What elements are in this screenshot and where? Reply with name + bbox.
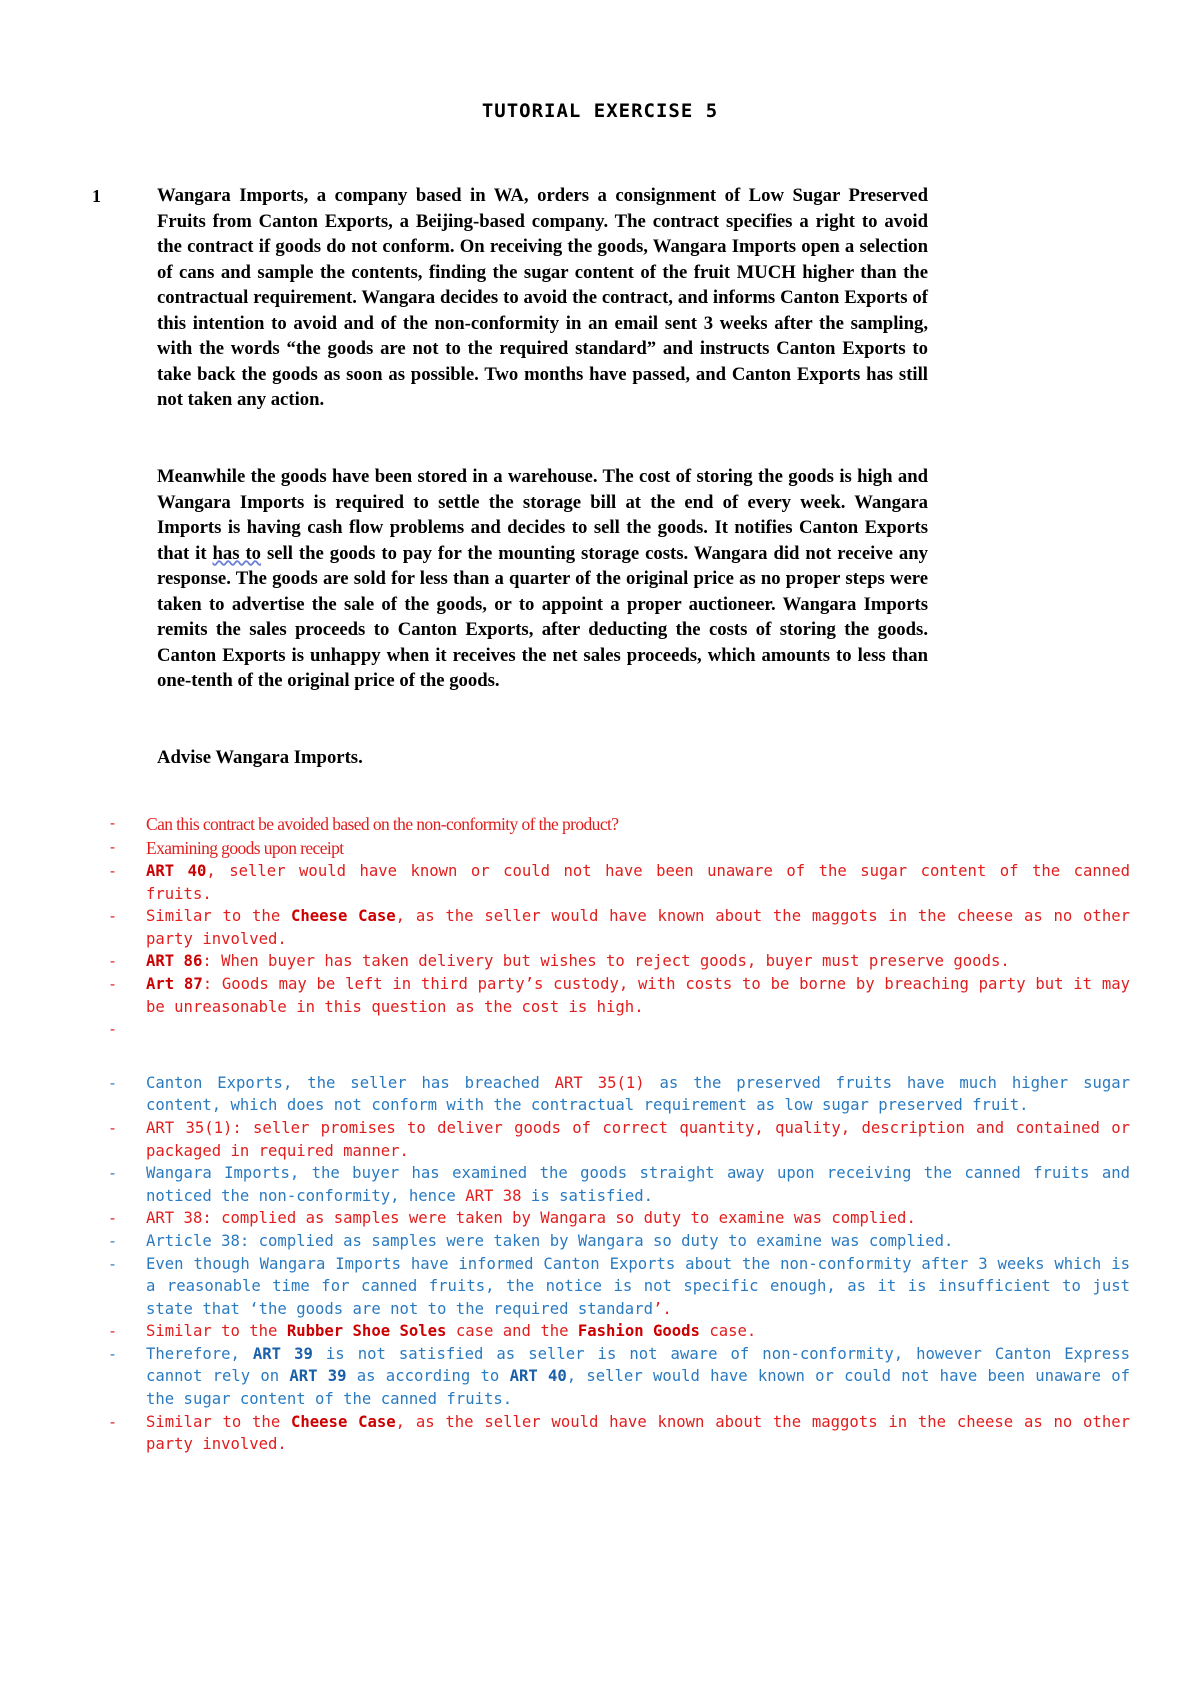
bullet-dash: - (108, 1254, 118, 1273)
question-paragraph-2 (157, 464, 928, 694)
answer-notes-list (100, 812, 1130, 1456)
list-item-empty (100, 1018, 1130, 1041)
list-item (100, 1230, 1130, 1253)
list-item (100, 1162, 1130, 1207)
note-text-end: ’. (652, 1299, 672, 1318)
note-text: , as the seller would have known about the maggots in the cheese as no other party involved. (146, 907, 1130, 948)
note-text: ART 35(1): seller promises to deliver goods of correct quantity, quality, description and contained or packaged in required manner. (146, 1118, 1130, 1160)
article-reference: ART 86 (146, 952, 203, 971)
note-text: Similar to the (146, 1322, 287, 1341)
list-item (100, 905, 1130, 950)
list-item (100, 836, 1130, 860)
bullet-dash: - (108, 862, 118, 880)
page-title: TUTORIAL EXERCISE 5 (481, 100, 719, 122)
list-item (100, 1411, 1130, 1456)
list-item (100, 1117, 1130, 1162)
question-number: 1 (92, 186, 101, 206)
question-paragraph-2-part-b: sell the goods to pay for the mounting storage costs. Wangara did not receive any response. The goods are sold for less than a quarter of the original price as no proper steps were taken to advertise the sale of the goods, or to appoint a proper auctioneer. Wangara Imports remits the sales proceeds to Canton Exports, after deducting the costs of storing the goods. Canton Exports is unhappy when it receives the net sales proceeds, which amounts to less than one-tenth of the original price of the goods. (157, 542, 928, 691)
bullet-dash: - (108, 814, 117, 832)
note-text: Canton Exports, the seller has breached (146, 1073, 555, 1092)
article-reference: ART 39 (252, 1344, 313, 1363)
list-item (100, 860, 1130, 905)
note-text: is satisfied. (521, 1186, 653, 1205)
bullet-dash: - (108, 1164, 118, 1183)
question-paragraph-1: Wangara Imports, a company based in WA, orders a consignment of Low Sugar Preserved Fruits from Canton Exports, a Beijing-based company. The contract specifies a right to avoid the contract if goods do not conform. On receiving the goods, Wangara Imports open a selection of cans and sample the contents, finding the sugar content of the fruit MUCH higher than the contractual requirement. Wangara decides to avoid the contract, and informs Canton Exports of this intention to avoid and of the non-conformity in an email sent 3 weeks after the sampling, with the words “the goods are not to the required standard” and instructs Canton Exports to take back the goods as soon as possible. Two months have passed, and Canton Exports has still not taken any action. (157, 185, 928, 410)
note-text: Similar to the (146, 1412, 291, 1431)
note-text: Therefore, (146, 1344, 253, 1363)
note-text: as according to (346, 1367, 510, 1386)
list-item (100, 1207, 1130, 1230)
bullet-dash: - (108, 1412, 118, 1431)
article-reference: ART 40 (509, 1367, 567, 1386)
note-text: , seller would have known or could not have been unaware of the sugar content of the canned fruits. (146, 1367, 1130, 1409)
bullet-dash: - (108, 907, 118, 926)
note-text: Can this contract be avoided based on the non-conformity of the product? (146, 814, 619, 834)
note-text: ART 38: complied as samples were taken by Wangara so duty to examine was complied. (146, 1209, 916, 1228)
list-item (100, 973, 1130, 1018)
article-reference: ART 40 (146, 862, 207, 880)
case-reference: Cheese Case (291, 1412, 396, 1431)
list-item (100, 1320, 1130, 1343)
note-text: : Goods may be left in third party’s custody, with costs to be borne by breaching party but it may be unreasonable in this question as the cost is high. (146, 974, 1130, 1016)
list-item (100, 1253, 1130, 1321)
note-text: is not satisfied as seller is not aware of non-conformity, however Canton Express cannot rely on (146, 1344, 1130, 1386)
note-text: as the preserved fruits have much higher sugar content, which does not conform with the contractual requirement as low sugar preserved fruit. (146, 1073, 1131, 1115)
note-text: Even though Wangara Imports have informed Canton Exports about the non-conformity after 3 weeks which is a reasonable time for canned fruits, the notice is not specific enough, as it is insufficient to just state that ‘the goods are not to the required standard (146, 1254, 1130, 1318)
bullet-dash: - (108, 1209, 118, 1228)
note-text: , seller would have known or could not have been unaware of the sugar content of the canned fruits. (146, 862, 1130, 903)
bullet-dash: - (108, 1020, 118, 1039)
note-text: Wangara Imports, the buyer has examined the goods straight away upon receiving the canned fruits and noticed the non-conformity, hence (146, 1164, 1130, 1205)
list-item (100, 950, 1130, 973)
question-paragraph-2-part-a: Meanwhile the goods have been stored in a warehouse. The cost of storing the goods is high and Wangara Imports is required to settle the storage bill at the end of every week. Wangara Imports is having cash flow problems and decides to sell the goods. It notifies Canton Exports that it (157, 466, 928, 564)
bullet-dash: - (108, 1231, 118, 1250)
grammar-marked-text: has to (212, 542, 262, 564)
note-text: case and the (446, 1322, 578, 1341)
paragraph-gap (100, 1041, 1130, 1072)
case-reference: Rubber Shoe Soles (286, 1322, 447, 1341)
bullet-dash: - (108, 974, 118, 993)
article-reference: ART 38 (465, 1186, 522, 1205)
bullet-dash: - (108, 1344, 118, 1363)
list-item (100, 1072, 1130, 1117)
note-text: , as the seller would have known about the maggots in the cheese as no other party involved. (146, 1412, 1130, 1454)
note-text: Article 38: complied as samples were taken by Wangara so duty to examine was complied. (146, 1231, 954, 1250)
bullet-dash: - (108, 1118, 118, 1137)
article-reference: ART 35(1) (554, 1073, 645, 1092)
case-reference: Fashion Goods (577, 1322, 700, 1341)
note-text: case. (699, 1322, 757, 1341)
empty-line (146, 1018, 1130, 1041)
bullet-dash: - (108, 1322, 118, 1341)
bullet-dash: - (108, 838, 117, 856)
bullet-dash: - (108, 1073, 118, 1092)
case-reference: Cheese Case (291, 907, 396, 926)
article-reference: Art 87 (146, 974, 203, 993)
note-text: Examining goods upon receipt (146, 838, 344, 858)
note-text: Similar to the (146, 907, 291, 926)
note-text: : When buyer has taken delivery but wishes to reject goods, buyer must preserve goods. (202, 952, 1010, 971)
list-item (100, 1343, 1130, 1411)
question-instruction: Advise Wangara Imports. (157, 747, 363, 768)
list-item (100, 812, 1130, 836)
bullet-dash: - (108, 952, 118, 971)
article-reference: ART 39 (289, 1367, 347, 1386)
